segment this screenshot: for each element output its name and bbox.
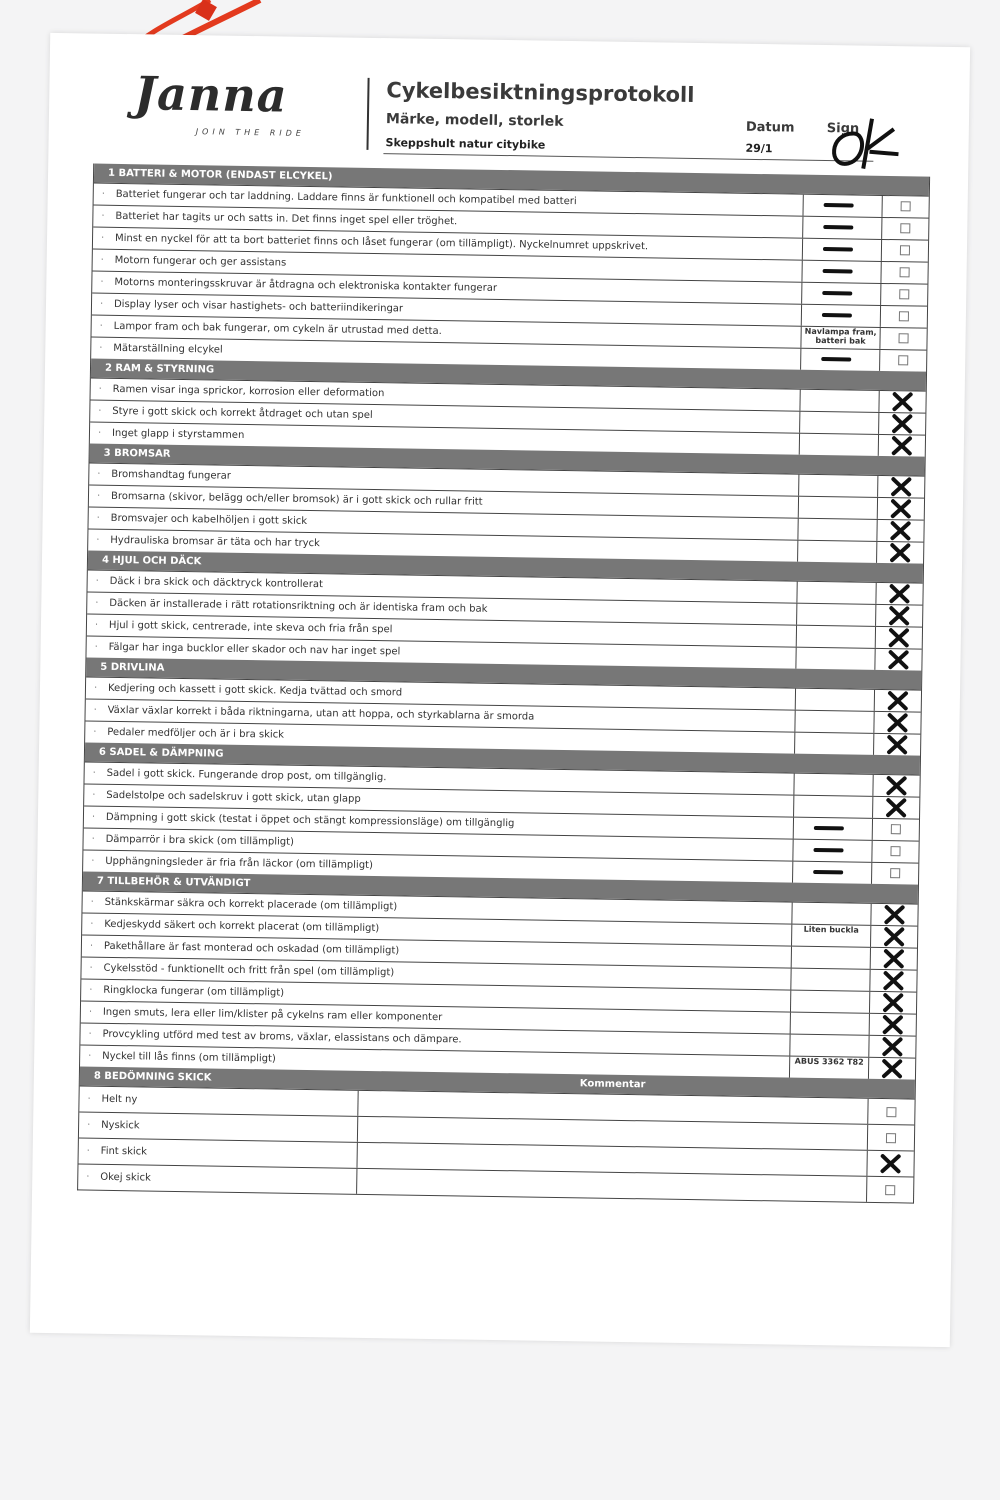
- item-label: Pedaler medföljer och är i bra skick: [107, 726, 285, 741]
- item-note[interactable]: [797, 541, 876, 563]
- item-check-cell[interactable]: [868, 1058, 915, 1080]
- bullet-dot: ·: [89, 984, 93, 996]
- handwritten-x-mark: [881, 904, 907, 925]
- handwritten-dash-mark: [821, 357, 851, 361]
- item-label: Bromsarna (skivor, belägg och/eller bromsok) är i gott skick och rullar fritt: [110, 490, 483, 508]
- item-label: Mätarställning elcykel: [113, 342, 223, 356]
- bullet-dot: ·: [96, 490, 101, 502]
- item-note[interactable]: [801, 261, 880, 283]
- item-check-cell[interactable]: [879, 350, 926, 372]
- handwritten-x-mark: [887, 542, 913, 563]
- item-note[interactable]: [793, 774, 872, 796]
- bullet-dot: ·: [97, 427, 102, 439]
- item-label: Bromshandtag fungerar: [111, 468, 232, 482]
- item-label: Batteriet fungerar och tar laddning. Laddare finns är funktionell och kompatibel med batteri: [115, 188, 577, 208]
- item-label: Nyckel till lås finns (om tillämpligt): [102, 1050, 276, 1065]
- item-label: Däcken är installerade i rätt rotationsriktning och är identiska fram och bak: [109, 597, 488, 615]
- item-label: Fälgar har inga bucklor eller skador och nav har inget spel: [108, 641, 401, 658]
- inspection-sheet: [30, 33, 970, 1347]
- item-check-cell[interactable]: [881, 218, 928, 240]
- handwritten-x-mark: [888, 476, 914, 497]
- handwritten-x-mark: [884, 712, 910, 733]
- checkbox-empty[interactable]: [899, 289, 909, 299]
- handwritten-dash-mark: [822, 313, 852, 317]
- item-check-cell[interactable]: [875, 605, 922, 627]
- item-check-cell[interactable]: [880, 284, 927, 306]
- item-note[interactable]: [798, 497, 877, 519]
- item-note[interactable]: [796, 582, 875, 604]
- bullet-dot: ·: [98, 405, 102, 417]
- handwritten-x-mark: [879, 1058, 905, 1079]
- item-note[interactable]: [794, 733, 873, 755]
- handwritten-x-mark: [880, 970, 906, 991]
- item-note[interactable]: [791, 947, 870, 969]
- checkbox-empty[interactable]: [900, 223, 910, 233]
- bullet-dot: ·: [89, 962, 93, 974]
- item-note[interactable]: [790, 969, 869, 991]
- item-label: Hjul i gott skick, centrerade, inte skeva och fria från spel: [108, 619, 393, 636]
- bullet-dot: ·: [88, 1028, 92, 1040]
- handwritten-dash-mark: [823, 269, 853, 273]
- item-check-cell[interactable]: [870, 948, 917, 970]
- item-label: Batteriet har tagits ur och satts in. Det finns inget spel eller tröghet.: [115, 210, 458, 228]
- checkbox-empty[interactable]: [898, 355, 908, 365]
- item-note[interactable]: [800, 327, 879, 349]
- bullet-dot: ·: [99, 298, 104, 310]
- date-value: 29/1: [745, 141, 773, 156]
- item-note[interactable]: [802, 217, 881, 239]
- bullet-dot: ·: [93, 704, 97, 716]
- rating-option: [79, 1086, 357, 1115]
- item-note[interactable]: [789, 1035, 868, 1057]
- handwritten-dash-mark: [814, 826, 844, 830]
- section-header: 7 TILLBEHÖR & UTVÄNDIGT: [83, 871, 918, 903]
- bullet-dot: ·: [89, 940, 94, 952]
- item-check-cell[interactable]: [872, 797, 919, 819]
- item-label: Lampor fram och bak fungerar, om cykeln är utrustad med detta.: [113, 320, 442, 338]
- item-check-cell[interactable]: [871, 863, 918, 885]
- checkbox-empty[interactable]: [900, 245, 910, 255]
- item-label: Provcykling utförd med test av broms, växlar, elassistans och dämpare.: [102, 1028, 462, 1046]
- sign-label: Sign: [826, 121, 860, 137]
- signature: [823, 113, 904, 174]
- item-note[interactable]: [802, 239, 881, 261]
- item-label: Sadelstolpe och sadelskruv i gott skick, utan glapp: [106, 789, 361, 805]
- bullet-dot: ·: [97, 468, 101, 480]
- bullet-dot: ·: [88, 1050, 92, 1062]
- bullet-dot: ·: [96, 512, 100, 524]
- item-label: Hydrauliska bromsar är täta och har tryck: [110, 534, 320, 550]
- item-check-cell[interactable]: [878, 435, 925, 457]
- item-label: Styre i gott skick och korrekt åtdraget och utan spel: [112, 405, 373, 421]
- item-note[interactable]: [799, 412, 878, 434]
- logo-tagline: JOIN THE RIDE: [195, 127, 305, 138]
- bullet-dot: ·: [100, 254, 104, 266]
- checkbox-empty[interactable]: [900, 267, 910, 277]
- section-header: 6 SADEL & DÄMPNING: [85, 742, 920, 774]
- bullet-dot: ·: [94, 641, 98, 653]
- rating-option: [79, 1112, 357, 1141]
- rating-check-cell[interactable]: [866, 1177, 913, 1203]
- checkbox-empty[interactable]: [901, 201, 911, 211]
- date-label: Datum: [745, 119, 795, 136]
- item-check-cell[interactable]: [877, 498, 924, 520]
- bullet-dot: ·: [100, 232, 105, 244]
- item-check-cell[interactable]: [869, 1014, 916, 1036]
- item-note[interactable]: [794, 711, 873, 733]
- checkbox-empty[interactable]: [899, 311, 909, 321]
- item-note[interactable]: [800, 349, 879, 371]
- item-check-cell[interactable]: [881, 240, 928, 262]
- bullet-dot: ·: [99, 342, 103, 354]
- comment-header: Kommentar: [579, 1078, 646, 1091]
- rating-label: Okej skick: [100, 1171, 151, 1184]
- item-check-cell[interactable]: [880, 306, 927, 328]
- item-label: Ingen smuts, lera eller lim/klister på cykelns ram eller komponenter: [102, 1006, 443, 1024]
- item-note[interactable]: [796, 604, 875, 626]
- item-check-cell[interactable]: [875, 627, 922, 649]
- item-note[interactable]: [789, 1057, 868, 1079]
- rating-label: Fint skick: [100, 1145, 148, 1158]
- bullet-dot: ·: [95, 597, 99, 609]
- item-label: Däck i bra skick och däcktryck kontrollerat: [109, 575, 323, 591]
- item-label: Stänkskärmar säkra och korrekt placerade (om tillämpligt): [104, 896, 398, 913]
- item-label: Cykelsstöd - funktionellt och fritt från spel (om tillämpligt): [103, 962, 395, 979]
- handwritten-dash-mark: [813, 870, 843, 874]
- item-label: Dämparrör i bra skick (om tillämpligt): [105, 833, 295, 848]
- bullet-dot: ·: [86, 1145, 90, 1157]
- bullet-dot: ·: [91, 833, 95, 845]
- item-note[interactable]: [793, 818, 872, 840]
- bullet-dot: ·: [86, 1171, 90, 1183]
- bullet-dot: ·: [91, 855, 95, 867]
- item-label: Bromsvajer och kabelhöljen i gott skick: [110, 512, 308, 527]
- handwritten-x-mark: [883, 775, 909, 796]
- section-header: 3 BROMSAR: [90, 444, 925, 476]
- handwritten-x-mark: [884, 734, 910, 755]
- item-note-text: Liten buckla: [803, 924, 859, 935]
- rating-check-cell[interactable]: [867, 1125, 914, 1151]
- section-header: 2 RAM & STYRNING: [91, 359, 926, 391]
- handwritten-x-mark: [888, 498, 914, 519]
- item-note[interactable]: [802, 195, 881, 217]
- item-label: Display lyser och visar hastighets- och batteriindikeringar: [113, 298, 404, 315]
- item-check-cell[interactable]: [870, 904, 917, 926]
- item-note[interactable]: [793, 796, 872, 818]
- bullet-dot: ·: [93, 682, 98, 694]
- rating-title: 8 BEDÖMNING SKICK: [93, 1070, 212, 1084]
- rating-option: [78, 1164, 356, 1193]
- brand-logo: [133, 66, 355, 147]
- item-check-cell[interactable]: [878, 391, 925, 413]
- logo-wordmark: Janna: [133, 66, 289, 123]
- handwritten-x-mark: [880, 1014, 906, 1035]
- item-note-text: Navlampa fram, batteri bak: [804, 326, 877, 346]
- checkbox-empty[interactable]: [890, 846, 900, 856]
- checkbox-empty[interactable]: [885, 1185, 895, 1195]
- handwritten-x-mark: [889, 413, 915, 434]
- item-note[interactable]: [791, 903, 870, 925]
- item-label: Kedjering och kassett i gott skick. Kedja tvättad och smord: [107, 682, 403, 699]
- handwritten-x-mark: [889, 435, 915, 456]
- handwritten-x-mark: [879, 1036, 905, 1057]
- item-label: Upphängningsleder är fria från läckor (om tillämpligt): [105, 855, 374, 872]
- bullet-dot: ·: [100, 276, 104, 288]
- handwritten-dash-mark: [823, 225, 853, 229]
- bullet-dot: ·: [91, 811, 96, 823]
- item-note[interactable]: [801, 283, 880, 305]
- checkbox-empty[interactable]: [898, 333, 908, 343]
- handwritten-x-mark: [887, 520, 913, 541]
- item-note[interactable]: [801, 305, 880, 327]
- handwritten-x-mark: [886, 605, 912, 626]
- rating-check-cell[interactable]: [866, 1151, 913, 1177]
- bullet-dot: ·: [92, 767, 96, 779]
- handwritten-x-mark: [886, 627, 912, 648]
- item-label: Ramen visar inga sprickor, korrosion eller deformation: [112, 383, 385, 400]
- rating-list: [78, 1085, 915, 1202]
- item-check-cell[interactable]: [878, 413, 925, 435]
- handwritten-x-mark: [885, 649, 911, 670]
- item-label: Ringklocka fungerar (om tillämpligt): [103, 984, 285, 999]
- header-divider: [366, 78, 369, 150]
- checkbox-empty[interactable]: [890, 868, 900, 878]
- rating-label: Helt ny: [101, 1093, 138, 1106]
- item-label: Motorns monteringsskruvar är åtdragna och elektroniska kontakter fungerar: [114, 276, 498, 294]
- handwritten-x-mark: [881, 948, 907, 969]
- sheet-header: [133, 66, 934, 167]
- section-header: 4 HJUL OCH DÄCK: [88, 551, 923, 583]
- checkbox-empty[interactable]: [886, 1133, 896, 1143]
- handwritten-x-mark: [889, 391, 915, 412]
- item-check-cell[interactable]: [879, 328, 926, 350]
- bullet-dot: ·: [87, 1093, 91, 1105]
- bullet-dot: ·: [93, 726, 97, 738]
- item-label: Sadel i gott skick. Fungerande drop post, om tillgänglig.: [106, 767, 387, 784]
- inspection-checklist: [77, 164, 930, 1204]
- handwritten-dash-mark: [823, 247, 853, 251]
- item-check-cell[interactable]: [874, 649, 921, 671]
- item-note[interactable]: [790, 991, 869, 1013]
- bullet-dot: ·: [101, 210, 105, 222]
- item-label: Pakethållare är fast monterad och oskadad (om tillämpligt): [103, 940, 400, 957]
- section-header: 5 DRIVLINA: [86, 658, 921, 690]
- item-check-cell[interactable]: [869, 992, 916, 1014]
- checkbox-empty[interactable]: [886, 1107, 896, 1117]
- item-check-cell[interactable]: [877, 476, 924, 498]
- item-note[interactable]: [791, 925, 870, 947]
- handwritten-x-mark: [883, 797, 909, 818]
- bullet-dot: ·: [94, 619, 99, 631]
- bullet-dot: ·: [96, 534, 100, 546]
- header-underline: [383, 153, 873, 162]
- item-label: Dämpning i gott skick (testat i öppet och stängt kompressionsläge) om tillgänglig: [105, 811, 515, 830]
- rating-check-cell[interactable]: [867, 1099, 914, 1125]
- handwritten-x-mark: [885, 690, 911, 711]
- item-check-cell[interactable]: [875, 583, 922, 605]
- bullet-dot: ·: [92, 789, 96, 801]
- item-check-cell[interactable]: [874, 690, 921, 712]
- bullet-dot: ·: [90, 896, 94, 908]
- bullet-dot: ·: [99, 320, 103, 332]
- bullet-dot: ·: [98, 383, 102, 395]
- item-check-cell[interactable]: [873, 712, 920, 734]
- item-check-cell[interactable]: [869, 970, 916, 992]
- item-note[interactable]: [790, 1013, 869, 1035]
- item-note[interactable]: [795, 648, 874, 670]
- bullet-dot: ·: [87, 1119, 91, 1131]
- bullet-dot: ·: [88, 1006, 93, 1018]
- item-label: Kedjeskydd säkert och korrekt placerat (om tillämpligt): [104, 918, 380, 935]
- item-check-cell[interactable]: [880, 262, 927, 284]
- item-note[interactable]: [797, 519, 876, 541]
- page-title: Cykelbesiktningsprotokoll: [386, 78, 695, 107]
- item-note[interactable]: [798, 475, 877, 497]
- item-label: Inget glapp i styrstammen: [111, 427, 245, 441]
- handwritten-x-mark: [881, 926, 907, 947]
- item-check-cell[interactable]: [876, 542, 923, 564]
- item-check-cell[interactable]: [872, 819, 919, 841]
- rating-option: [79, 1138, 357, 1167]
- checkbox-empty[interactable]: [891, 824, 901, 834]
- item-label: Växlar växlar korrekt i båda riktningarna, utan att hoppa, och styrkablarna är smorda: [107, 704, 535, 723]
- model-value: Skeppshult natur citybike: [385, 136, 546, 152]
- item-check-cell[interactable]: [873, 734, 920, 756]
- handwritten-x-mark: [877, 1153, 903, 1174]
- item-check-cell[interactable]: [870, 926, 917, 948]
- handwritten-dash-mark: [822, 291, 852, 295]
- item-note-text: ABUS 3362 T82: [794, 1056, 864, 1067]
- item-note[interactable]: [792, 862, 871, 884]
- handwritten-dash-mark: [813, 848, 843, 852]
- rating-label: Nyskick: [101, 1119, 140, 1132]
- item-note[interactable]: [796, 626, 875, 648]
- handwritten-x-mark: [880, 992, 906, 1013]
- item-check-cell[interactable]: [871, 841, 918, 863]
- item-note[interactable]: [795, 689, 874, 711]
- handwritten-x-mark: [886, 583, 912, 604]
- model-label: Märke, modell, storlek: [385, 111, 564, 130]
- item-note[interactable]: [799, 434, 878, 456]
- handwritten-dash-mark: [824, 203, 854, 207]
- item-check-cell[interactable]: [868, 1036, 915, 1058]
- bullet-dot: ·: [90, 918, 94, 930]
- item-check-cell[interactable]: [876, 520, 923, 542]
- item-note[interactable]: [799, 390, 878, 412]
- item-label: Motorn fungerar och ger assistans: [114, 254, 287, 269]
- section-header: 1 BATTERI & MOTOR (ENDAST ELCYKEL): [94, 164, 929, 196]
- bullet-dot: ·: [95, 575, 99, 587]
- item-check-cell[interactable]: [872, 775, 919, 797]
- item-check-cell[interactable]: [881, 196, 928, 218]
- item-label: Minst en nyckel för att ta bort batteriet finns och låset fungerar (om tillämpligt). Nyckelnumret uppskrivet.: [114, 232, 649, 253]
- bullet-dot: ·: [101, 188, 106, 200]
- item-note[interactable]: [792, 840, 871, 862]
